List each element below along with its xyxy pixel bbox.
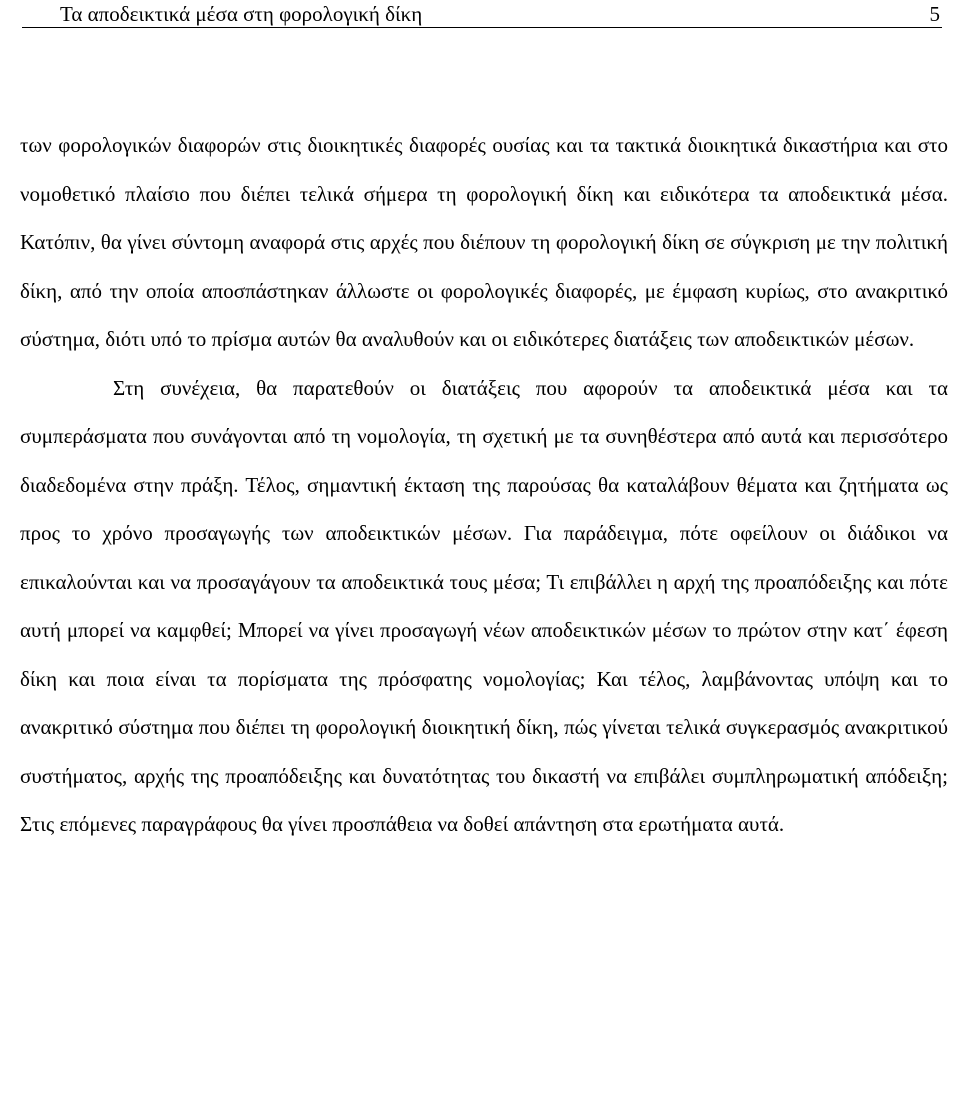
running-header (22, 3, 942, 28)
paragraph-2: Στη συνέχεια, θα παρατεθούν οι διατάξεις που αφορούν τα αποδεικτικά μέσα και τα συμπεράσματα που συνάγονται από τη νομολογία, τη σχετική με τα συνηθέστερα από αυτά και περισσότερο διαδεδομένα στην πράξη. Τέλος, σημαντική έκταση της παρούσας θα καταλάβουν θέματα και ζητήματα ως προς το χρόνο προσαγωγής των αποδεικτικών μέσων. Για παράδειγμα, πότε οφείλουν οι διάδικοι να επικαλούνται και να προσαγάγουν τα αποδεικτικά τους μέσα; Τι επιβάλλει η αρχή της προαπόδειξης και πότε αυτή μπορεί να καμφθεί; Μπορεί να γίνει προσαγωγή νέων αποδεικτικών μέσων το πρώτον στην κατ΄ έφεση δίκη και ποια είναι τα πορίσματα της πρόσφατης νομολογίας; Και τέλος, λαμβάνοντας υπόψη και το ανακριτικό σύστημα που διέπει τη φορολογική διοικητική δίκη, πώς γίνεται τελικά συγκερασμός ανακριτικού συστήματος, αρχής της προαπόδειξης και δυνατότητας του δικαστή να επιβάλει συμπληρωματική απόδειξη; Στις επόμενες παραγράφους θα γίνει προσπάθεια να δοθεί απάντηση στα ερωτήματα αυτά. (20, 375, 948, 836)
paragraph-1: των φορολογικών διαφορών στις διοικητικές διαφορές ουσίας και τα τακτικά διοικητικά δικαστήρια και στο νομοθετικό πλαίσιο που διέπει τελικά σήμερα τη φορολογική δίκη και ειδικότερα τα αποδεικτικά μέσα. Κατόπιν, θα γίνει σύντομη αναφορά στις αρχές που διέπουν τη φορολογική δίκη σε σύγκριση με την πολιτική δίκη, από την οποία αποσπάστηκαν άλλωστε οι φορολογικές διαφορές, με έμφαση κυρίως, στο ανακριτικό σύστημα, διότι υπό το πρίσμα αυτών θα αναλυθούν και οι ειδικότερες διατάξεις των αποδεικτικών μέσων. (20, 133, 948, 351)
page-number: 5 (929, 2, 940, 26)
body-text (20, 121, 948, 849)
header-title: Τα αποδεικτικά μέσα στη φορολογική δίκη (60, 2, 423, 26)
